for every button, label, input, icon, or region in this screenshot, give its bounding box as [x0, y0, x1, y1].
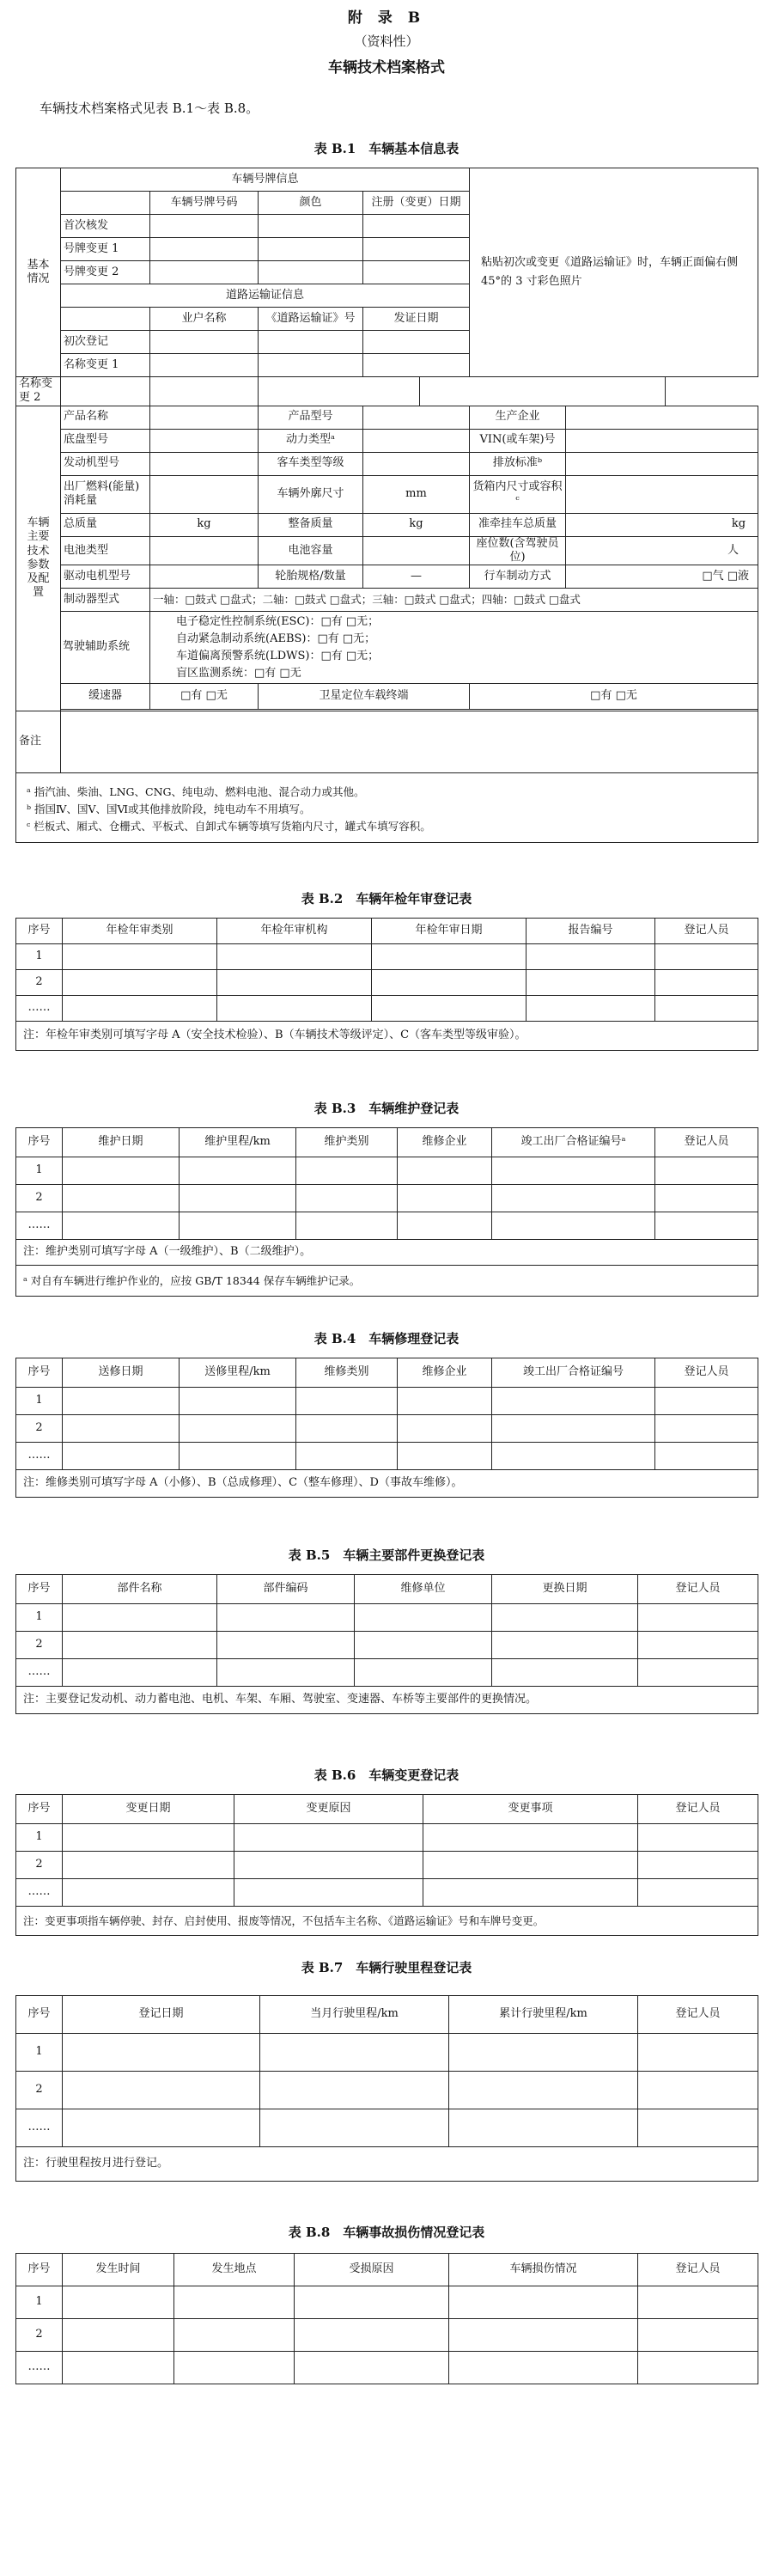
cell[interactable] [566, 429, 758, 452]
row-number: 2 [16, 1415, 63, 1443]
row-number: …… [16, 1212, 63, 1240]
cell[interactable] [638, 2319, 758, 2352]
fuel-consumption-label: 出厂燃料(能量)消耗量 [61, 475, 150, 513]
cell[interactable] [180, 1388, 296, 1415]
cell[interactable] [259, 354, 363, 377]
b7-col-clerk: 登记人员 [638, 1996, 758, 2034]
plate-row-first: 首次核发 [61, 215, 150, 238]
b8-col-place: 发生地点 [174, 2254, 295, 2286]
row-number: 1 [16, 1824, 63, 1852]
cell[interactable] [63, 1212, 180, 1240]
b6-note: 注：变更事项指车辆停驶、封存、启封使用、报废等情况，不包括车主名称、《道路运输证》号和车牌号变更。 [16, 1907, 758, 1936]
cell[interactable] [63, 1443, 180, 1470]
b2-note: 注：年检年审类别可填写字母 A（安全技术检验）、B（车辆技术等级评定）、C（客车类型等级审验）。 [16, 1022, 758, 1051]
engine-model-label: 发动机型号 [61, 452, 150, 475]
brake-mode-options[interactable]: □气 □液 [566, 565, 758, 589]
b5-note: 注：主要登记发动机、动力蓄电池、电机、车架、车厢、驾驶室、变速器、车桥等主要部件的更换情况。 [16, 1687, 758, 1714]
retarder-label: 缓速器 [61, 684, 150, 710]
cell[interactable] [63, 1185, 180, 1212]
cell[interactable] [259, 331, 363, 354]
cell[interactable] [296, 1443, 398, 1470]
b6-col-clerk: 登记人员 [638, 1795, 758, 1824]
cell[interactable] [449, 2109, 638, 2147]
cell[interactable] [638, 1824, 758, 1852]
tire-spec-label: 轮胎规格/数量 [259, 565, 363, 589]
cell[interactable] [63, 970, 217, 996]
cell[interactable] [63, 2072, 260, 2109]
cell[interactable] [638, 2072, 758, 2109]
row-number: 1 [16, 2286, 63, 2319]
table-b7 [15, 1995, 758, 2182]
transport-col-cert: 《道路运输证》号 [259, 308, 363, 331]
transport-info-header: 道路运输证信息 [61, 284, 470, 308]
table-b2-caption: 表 B.2 车辆年检年审登记表 [301, 891, 472, 906]
trailer-mass-unit: kg [566, 513, 758, 536]
b7-col-date: 登记日期 [63, 1996, 260, 2034]
cell[interactable] [63, 1388, 180, 1415]
cell[interactable] [217, 1632, 355, 1659]
cell[interactable] [372, 970, 526, 996]
transport-col-date: 发证日期 [363, 308, 470, 331]
cell[interactable] [259, 215, 363, 238]
power-type-label: 动力类型ᵃ [259, 429, 363, 452]
cell[interactable] [63, 1879, 234, 1907]
plate-info-header: 车辆号牌信息 [61, 168, 470, 192]
trailer-mass-label: 准牵挂车总质量 [470, 513, 566, 536]
battery-type-label: 电池类型 [61, 536, 150, 565]
curb-mass-unit: kg [363, 513, 470, 536]
photo-note: 粘贴初次或变更《道路运输证》时，车辆正面偏右侧45°的 3 寸彩色照片 [481, 255, 739, 288]
row-number: …… [16, 1443, 63, 1470]
cell[interactable] [566, 475, 758, 513]
motor-model-label: 驱动电机型号 [61, 565, 150, 589]
cell[interactable] [63, 1659, 217, 1687]
cell[interactable] [150, 429, 259, 452]
cell[interactable] [449, 2072, 638, 2109]
cell[interactable] [638, 1604, 758, 1632]
cell[interactable] [492, 1632, 638, 1659]
cell[interactable] [150, 261, 259, 284]
assist-ldws[interactable]: 车道偏离预警系统(LDWS)：□有 □无； [176, 649, 380, 662]
cell[interactable] [63, 1604, 217, 1632]
b8-col-clerk: 登记人员 [638, 2254, 758, 2286]
cell[interactable] [449, 2034, 638, 2072]
basic-info-label-text: 基本 情况 [27, 258, 50, 285]
b4-col-no: 序号 [16, 1358, 63, 1388]
cell[interactable] [63, 1157, 180, 1185]
cell[interactable] [492, 1157, 655, 1185]
cell[interactable] [638, 2352, 758, 2384]
product-model-label: 产品型号 [259, 406, 363, 429]
cell[interactable] [526, 944, 655, 970]
row-number: …… [16, 996, 63, 1022]
brake-type-options[interactable]: 一轴：□鼓式 □盘式；二轴：□鼓式 □盘式；三轴：□鼓式 □盘式；四轴：□鼓式 □盘式 [150, 589, 758, 612]
cell[interactable] [655, 1388, 758, 1415]
cell[interactable] [63, 1824, 234, 1852]
b6-col-reason: 变更原因 [234, 1795, 423, 1824]
b1-footnote-b: ᵇ 指国Ⅳ、国Ⅴ、国Ⅵ或其他排放阶段，纯电动车不用填写。 [27, 803, 311, 815]
cell[interactable] [398, 1388, 492, 1415]
b8-col-time: 发生时间 [63, 2254, 174, 2286]
table-b3-caption: 表 B.3 车辆维护登记表 [313, 1101, 460, 1116]
cell[interactable] [655, 1185, 758, 1212]
cell[interactable] [260, 2109, 449, 2147]
cell[interactable] [398, 1157, 492, 1185]
basic-info-label [16, 168, 61, 377]
tech-params-label [16, 406, 61, 711]
b2-col-org: 年检年审机构 [217, 919, 372, 944]
cell[interactable] [150, 238, 259, 261]
cell[interactable] [566, 406, 758, 429]
row-number: 2 [16, 1185, 63, 1212]
b7-col-no: 序号 [16, 1996, 63, 2034]
cell[interactable] [217, 996, 372, 1022]
cell[interactable] [234, 1879, 423, 1907]
cell[interactable] [180, 1157, 296, 1185]
transport-col-owner: 业户名称 [150, 308, 259, 331]
row-number: 2 [16, 2072, 63, 2109]
cell[interactable] [150, 331, 259, 354]
cell[interactable] [423, 1879, 638, 1907]
cell[interactable] [150, 406, 259, 429]
cell[interactable] [150, 536, 259, 565]
cell[interactable] [492, 1659, 638, 1687]
b6-col-no: 序号 [16, 1795, 63, 1824]
b5-col-unit: 维修单位 [355, 1575, 492, 1604]
cell[interactable] [295, 2319, 449, 2352]
cell[interactable] [217, 944, 372, 970]
plate-row-change2: 号牌变更 2 [61, 261, 150, 284]
emission-std-label: 排放标准ᵇ [470, 452, 566, 475]
cell[interactable] [398, 1185, 492, 1212]
outline-size-unit: mm [363, 475, 470, 513]
bus-class-label: 客车类型等级 [259, 452, 363, 475]
cell[interactable] [63, 2109, 260, 2147]
cell[interactable] [355, 1604, 492, 1632]
b3-col-mileage: 维护里程/km [180, 1128, 296, 1157]
table-b6 [15, 1794, 758, 1936]
row-number: 1 [16, 1604, 63, 1632]
plate-corner [61, 192, 150, 215]
table-b4 [15, 1358, 758, 1498]
cell[interactable] [296, 1212, 398, 1240]
cell[interactable] [492, 1443, 655, 1470]
b4-col-clerk: 登记人员 [655, 1358, 758, 1388]
plate-row-change1: 号牌变更 1 [61, 238, 150, 261]
cell[interactable] [363, 215, 470, 238]
row-number: 1 [16, 1157, 63, 1185]
cell[interactable] [63, 944, 217, 970]
gps-options[interactable]: □有 □无 [470, 684, 758, 710]
cell[interactable] [150, 215, 259, 238]
cell[interactable] [638, 1852, 758, 1879]
transport-row-change1: 名称变更 1 [61, 354, 150, 377]
remarks-field[interactable] [61, 711, 758, 773]
cargo-size-label: 货箱内尺寸或容积ᶜ [470, 475, 566, 513]
row-number: 1 [16, 944, 63, 970]
transport-row-first: 初次登记 [61, 331, 150, 354]
row-number: 2 [16, 2319, 63, 2352]
cell[interactable] [423, 1824, 638, 1852]
table-b2 [15, 918, 758, 1051]
cell[interactable] [296, 1157, 398, 1185]
b5-col-part: 部件名称 [63, 1575, 217, 1604]
row-number: …… [16, 2352, 63, 2384]
cell[interactable] [655, 970, 758, 996]
cell[interactable] [180, 1185, 296, 1212]
seat-count-unit: 人 [566, 536, 758, 565]
cell[interactable] [492, 1185, 655, 1212]
cell[interactable] [296, 1415, 398, 1443]
cell[interactable] [217, 1604, 355, 1632]
cell[interactable] [655, 1157, 758, 1185]
table-b8-caption: 表 B.8 车辆事故损伤情况登记表 [288, 2225, 485, 2240]
cell[interactable] [174, 2352, 295, 2384]
cell[interactable] [234, 1824, 423, 1852]
cell[interactable] [638, 2034, 758, 2072]
cell[interactable] [363, 331, 470, 354]
cell[interactable] [259, 238, 363, 261]
cell[interactable] [63, 2319, 174, 2352]
cell[interactable] [63, 1632, 217, 1659]
remarks-label: 备注 [16, 711, 61, 773]
cell[interactable] [260, 2034, 449, 2072]
intro-text: 车辆技术档案格式见表 B.1～表 B.8。 [40, 101, 259, 116]
table-b8 [15, 2253, 758, 2384]
row-number: …… [16, 2109, 63, 2147]
b7-note: 注：行驶里程按月进行登记。 [16, 2147, 758, 2182]
cell[interactable] [63, 2034, 260, 2072]
b5-col-no: 序号 [16, 1575, 63, 1604]
product-name-label: 产品名称 [61, 406, 150, 429]
b3-col-company: 维修企业 [398, 1128, 492, 1157]
assist-bsd[interactable]: 盲区监测系统：□有 □无 [176, 666, 301, 680]
cell[interactable] [174, 2319, 295, 2352]
cell[interactable] [296, 1388, 398, 1415]
cell[interactable] [150, 452, 259, 475]
row-number: 1 [16, 2034, 63, 2072]
vin-label: VIN(或车架)号 [470, 429, 566, 452]
cell[interactable] [492, 1415, 655, 1443]
tech-params-label-text: 车辆 主要 技术 参数 及配 置 [27, 516, 50, 600]
table-b4-caption: 表 B.4 车辆修理登记表 [313, 1331, 460, 1346]
row-number: 2 [16, 1632, 63, 1659]
cell[interactable] [61, 377, 150, 406]
gps-label: 卫星定位车载终端 [259, 684, 470, 710]
cell[interactable] [638, 1659, 758, 1687]
cell[interactable] [150, 377, 259, 406]
cell[interactable] [355, 1632, 492, 1659]
cell[interactable] [363, 261, 470, 284]
driving-assist-label: 驾驶辅助系统 [61, 612, 150, 684]
photo-area [470, 168, 758, 377]
cell[interactable] [217, 1659, 355, 1687]
seat-count-label: 座位数(含驾驶员位) [470, 536, 566, 565]
row-number: 2 [16, 970, 63, 996]
driving-assist-options[interactable] [150, 612, 758, 684]
b8-col-no: 序号 [16, 2254, 63, 2286]
b2-col-report: 报告编号 [526, 919, 655, 944]
b5-col-clerk: 登记人员 [638, 1575, 758, 1604]
b3-col-date: 维护日期 [63, 1128, 180, 1157]
cell[interactable] [638, 2109, 758, 2147]
cell[interactable] [526, 970, 655, 996]
document [15, 0, 758, 2384]
plate-col-color: 颜色 [259, 192, 363, 215]
table-b1 [15, 168, 758, 843]
b6-col-item: 变更事项 [423, 1795, 638, 1824]
cell[interactable] [638, 1632, 758, 1659]
cell[interactable] [363, 354, 470, 377]
b1-footnote-a: ᵃ 指汽油、柴油、LNG、CNG、纯电动、燃料电池、混合动力或其他。 [27, 785, 365, 798]
cell[interactable] [492, 1388, 655, 1415]
cell[interactable] [63, 1415, 180, 1443]
cell[interactable] [398, 1212, 492, 1240]
b7-col-total: 累计行驶里程/km [449, 1996, 638, 2034]
b3-note: 注：维护类别可填写字母 A（一级维护）、B（二级维护）。 [16, 1240, 758, 1266]
cell[interactable] [449, 2319, 638, 2352]
plate-col-date: 注册（变更）日期 [363, 192, 470, 215]
b3-col-cert: 竣工出厂合格证编号ᵃ [492, 1128, 655, 1157]
cell [420, 377, 666, 406]
cell[interactable] [180, 1212, 296, 1240]
b1-footnotes [16, 773, 758, 843]
cell[interactable] [180, 1415, 296, 1443]
b2-col-no: 序号 [16, 919, 63, 944]
cell[interactable] [372, 996, 526, 1022]
cell[interactable] [63, 2286, 174, 2319]
cell[interactable] [295, 2286, 449, 2319]
cell[interactable] [150, 354, 259, 377]
cell[interactable] [234, 1852, 423, 1879]
transport-row-change2: 名称变更 2 [16, 377, 61, 406]
b5-col-date: 更换日期 [492, 1575, 638, 1604]
cell[interactable] [449, 2286, 638, 2319]
table-b5 [15, 1574, 758, 1714]
assist-esc[interactable]: 电子稳定性控制系统(ESC)：□有 □无； [176, 614, 380, 628]
b1-footnote-c: ᶜ 栏板式、厢式、仓栅式、平板式、自卸式车辆等填写货箱内尺寸，罐式车填写容积。 [27, 820, 431, 833]
b6-col-date: 变更日期 [63, 1795, 234, 1824]
b2-col-clerk: 登记人员 [655, 919, 758, 944]
outline-size-label: 车辆外廓尺寸 [259, 475, 363, 513]
cell[interactable] [398, 1415, 492, 1443]
table-b7-caption: 表 B.7 车辆行驶里程登记表 [301, 1960, 472, 1975]
b8-col-damage: 车辆损伤情况 [449, 2254, 638, 2286]
cell[interactable] [372, 944, 526, 970]
b3-col-type: 维护类别 [296, 1128, 398, 1157]
b2-col-type: 年检年审类别 [63, 919, 217, 944]
b4-col-mileage: 送修里程/km [180, 1358, 296, 1388]
cell[interactable] [566, 452, 758, 475]
cell[interactable] [63, 996, 217, 1022]
cell[interactable] [655, 944, 758, 970]
b4-note: 注：维修类别可填写字母 A（小修）、B（总成修理）、C（整车修理）、D（事故车维修）。 [16, 1470, 758, 1498]
retarder-options[interactable]: □有 □无 [150, 684, 259, 710]
row-number: …… [16, 1879, 63, 1907]
b3-footnote: ᵃ 对自有车辆进行维护作业的，应按 GB/T 18344 保存车辆维护记录。 [16, 1266, 758, 1297]
cell[interactable] [398, 1443, 492, 1470]
appendix-nature: （资料性） [354, 34, 419, 49]
b4-col-type: 维修类别 [296, 1358, 398, 1388]
cell[interactable] [638, 1879, 758, 1907]
transport-corner [61, 308, 150, 331]
cell[interactable] [259, 261, 363, 284]
cell[interactable] [63, 1852, 234, 1879]
b4-col-company: 维修企业 [398, 1358, 492, 1388]
cell[interactable] [363, 452, 470, 475]
cell[interactable] [295, 2352, 449, 2384]
b3-col-no: 序号 [16, 1128, 63, 1157]
cell[interactable] [449, 2352, 638, 2384]
tire-spec-value: — [363, 565, 470, 589]
cell[interactable] [492, 1604, 638, 1632]
cell[interactable] [174, 2286, 295, 2319]
cell[interactable] [655, 996, 758, 1022]
appendix-title: 车辆技术档案格式 [328, 59, 445, 76]
cell[interactable] [150, 565, 259, 589]
cell[interactable] [526, 996, 655, 1022]
table-b1-caption: 表 B.1 车辆基本信息表 [313, 141, 460, 156]
cell[interactable] [180, 1443, 296, 1470]
b4-col-date: 送修日期 [63, 1358, 180, 1388]
b7-col-month: 当月行驶里程/km [260, 1996, 449, 2034]
cell[interactable] [217, 970, 372, 996]
cell[interactable] [259, 377, 420, 406]
table-b3 [15, 1127, 758, 1297]
cell[interactable] [655, 1415, 758, 1443]
b3-col-clerk: 登记人员 [655, 1128, 758, 1157]
assist-aebs[interactable]: 自动紧急制动系统(AEBS)：□有 □无； [176, 632, 376, 645]
cell[interactable] [296, 1185, 398, 1212]
b2-col-date: 年检年审日期 [372, 919, 526, 944]
cell[interactable] [363, 429, 470, 452]
cell[interactable] [150, 475, 259, 513]
cell[interactable] [655, 1212, 758, 1240]
chassis-model-label: 底盘型号 [61, 429, 150, 452]
cell[interactable] [355, 1659, 492, 1687]
total-mass-label: 总质量 [61, 513, 150, 536]
brake-type-label: 制动器型式 [61, 589, 150, 612]
row-number: 2 [16, 1852, 63, 1879]
cell[interactable] [492, 1212, 655, 1240]
cell[interactable] [363, 406, 470, 429]
cell[interactable] [655, 1443, 758, 1470]
manufacturer-label: 生产企业 [470, 406, 566, 429]
cell[interactable] [363, 536, 470, 565]
b8-col-cause: 受损原因 [295, 2254, 449, 2286]
row-number: …… [16, 1659, 63, 1687]
cell[interactable] [363, 238, 470, 261]
cell[interactable] [638, 2286, 758, 2319]
plate-col-number: 车辆号牌号码 [150, 192, 259, 215]
appendix-heading: 附 录 B [347, 9, 426, 27]
brake-mode-label: 行车制动方式 [470, 565, 566, 589]
total-mass-unit: kg [150, 513, 259, 536]
table-b5-caption: 表 B.5 车辆主要部件更换登记表 [288, 1547, 485, 1563]
b5-col-code: 部件编码 [217, 1575, 355, 1604]
battery-capacity-label: 电池容量 [259, 536, 363, 565]
cell[interactable] [423, 1852, 638, 1879]
row-number: 1 [16, 1388, 63, 1415]
cell[interactable] [63, 2352, 174, 2384]
b4-col-cert: 竣工出厂合格证编号 [492, 1358, 655, 1388]
cell[interactable] [260, 2072, 449, 2109]
curb-mass-label: 整备质量 [259, 513, 363, 536]
table-b6-caption: 表 B.6 车辆变更登记表 [313, 1767, 460, 1783]
